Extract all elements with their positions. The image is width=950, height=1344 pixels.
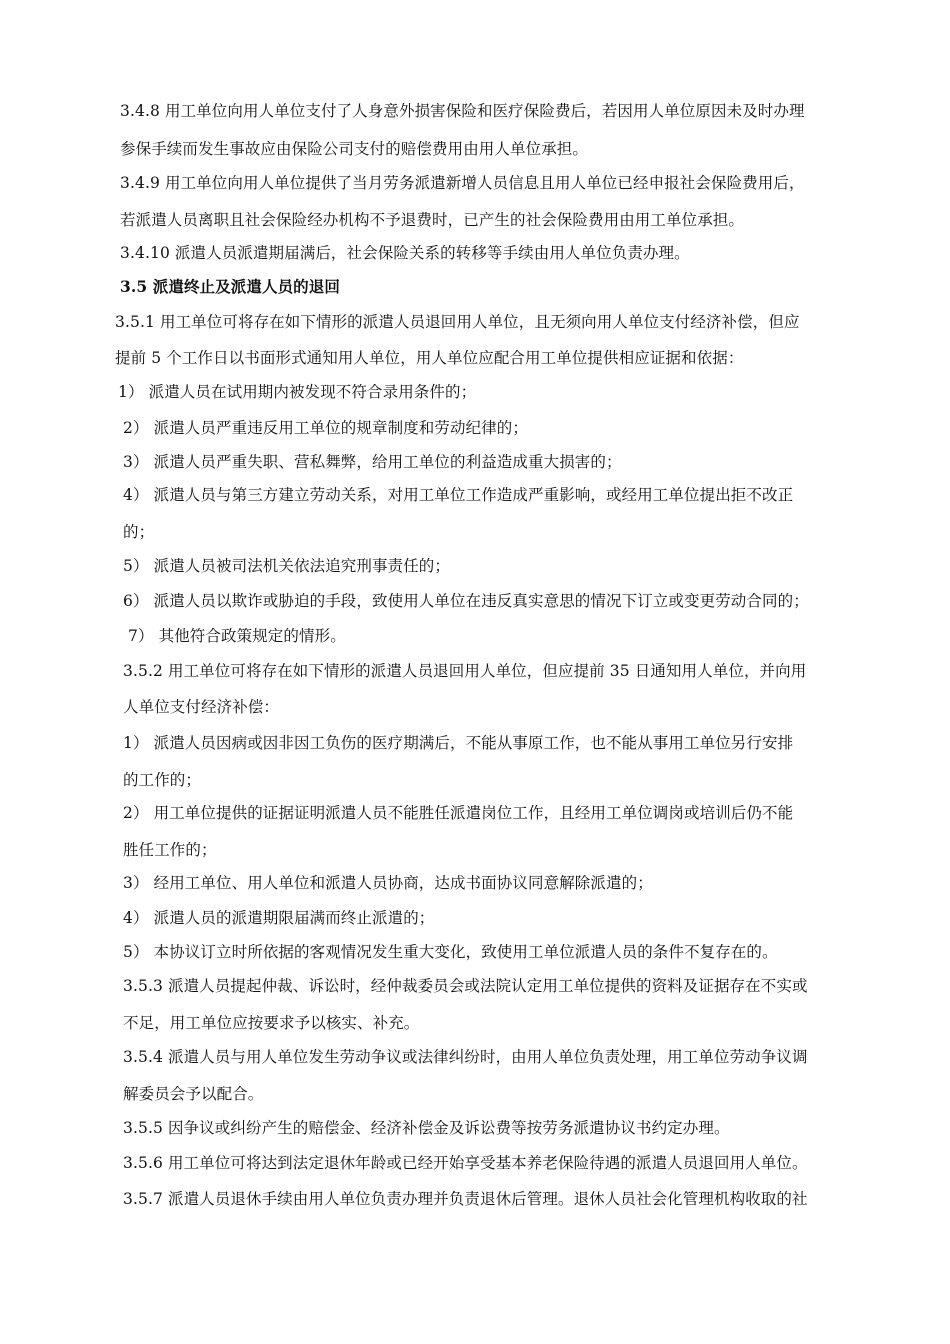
list-item-3-5-2-4: 4） 派遣人员的派遣期限届满而终止派遣的； [123, 909, 435, 927]
clause-3-5-3-line-2: 不足，用工单位应按要求予以核实、补充。 [123, 1014, 420, 1032]
list-item-3-5-2-3: 3） 经用工单位、用人单位和派遣人员协商，达成书面协议同意解除派遣的； [123, 874, 653, 892]
list-item-3-5-1-3: 3） 派遣人员严重失职、营私舞弊，给用工单位的利益造成重大损害的； [123, 453, 622, 471]
clause-3-4-8-line-2: 参保手续而发生事故应由保险公司支付的赔偿费用由用人单位承担。 [120, 140, 589, 158]
clause-3-5-3-line-1: 3.5.3 派遣人员提起仲裁、诉讼时，经仲裁委员会或法院认定用工单位提供的资料及证据存在不实或 [123, 977, 808, 995]
clause-3-5-1-line-2: 提前 5 个工作日以书面形式通知用人单位，用人单位应配合用工单位提供相应证据和依据： [115, 349, 744, 367]
list-item-3-5-2-2-line-1: 2） 用工单位提供的证据证明派遣人员不能胜任派遣岗位工作，且经用工单位调岗或培训后仍不能 [123, 804, 794, 822]
list-item-3-5-2-5: 5） 本协议订立时所依据的客观情况发生重大变化，致使用工单位派遣人员的条件不复存在的。 [123, 943, 778, 961]
list-item-3-5-2-2-line-2: 胜任工作的； [123, 841, 217, 859]
list-item-3-5-1-2: 2） 派遣人员严重违反用工单位的规章制度和劳动纪律的； [123, 419, 528, 437]
clause-3-4-8-line-1: 3.4.8 用工单位向用人单位支付了人身意外损害保险和医疗保险费后，若因用人单位原因未及时办理 [120, 102, 805, 120]
clause-3-4-10: 3.4.10 派遣人员派遣期届满后，社会保险关系的转移等手续由用人单位负责办理。 [120, 244, 690, 262]
clause-3-5-2-line-1: 3.5.2 用工单位可将存在如下情形的派遣人员退回用人单位，但应提前 35 日通知用人单位，并向用 [123, 662, 807, 680]
clause-3-5-4-line-1: 3.5.4 派遣人员与用人单位发生劳动争议或法律纠纷时，由用人单位负责处理，用工单位劳动争议调 [123, 1048, 808, 1066]
list-item-3-5-1-4-line-2: 的； [123, 523, 155, 541]
section-heading-3-5: 3.5 派遣终止及派遣人员的退回 [120, 277, 340, 296]
list-item-3-5-1-5: 5） 派遣人员被司法机关依法追究刑事责任的； [123, 557, 450, 575]
clause-3-5-2-line-2: 人单位支付经济补偿： [123, 698, 280, 716]
clause-3-4-9-line-2: 若派遣人员离职且社会保险经办机构不予退费时，已产生的社会保险费用由用工单位承担。 [120, 211, 745, 229]
clause-3-5-6: 3.5.6 用工单位可将达到法定退休年龄或已经开始享受基本养老保险待遇的派遣人员退回用人单位。 [123, 1154, 808, 1172]
list-item-3-5-1-1: 1） 派遣人员在试用期内被发现不符合录用条件的； [118, 383, 477, 401]
clause-3-4-9-line-1: 3.4.9 用工单位向用人单位提供了当月劳务派遣新增人员信息且用人单位已经申报社会保险费用后， [120, 174, 805, 192]
clause-3-5-5: 3.5.5 因争议或纠纷产生的赔偿金、经济补偿金及诉讼费等按劳务派遣协议书约定办理。 [123, 1119, 730, 1137]
list-item-3-5-1-4-line-1: 4） 派遣人员与第三方建立劳动关系，对用工单位工作造成严重影响，或经用工单位提出拒不改正 [123, 486, 794, 504]
list-item-3-5-1-7: 7） 其他符合政策规定的情形。 [128, 627, 346, 645]
clause-3-5-1-line-1: 3.5.1 用工单位可将存在如下情形的派遣人员退回用人单位，且无须向用人单位支付经济补偿，但应 [115, 313, 800, 331]
clause-3-5-4-line-2: 解委员会予以配合。 [123, 1085, 264, 1103]
clause-3-5-7-line-1: 3.5.7 派遣人员退休手续由用人单位负责办理并负责退休后管理。退休人员社会化管理机构收取的社 [123, 1190, 808, 1208]
list-item-3-5-1-6: 6） 派遣人员以欺诈或胁迫的手段，致使用人单位在违反真实意思的情况下订立或变更劳动合同的； [123, 592, 809, 610]
list-item-3-5-2-1-line-2: 的工作的； [123, 771, 202, 789]
list-item-3-5-2-1-line-1: 1） 派遣人员因病或因非因工负伤的医疗期满后，不能从事原工作，也不能从事用工单位另行安排 [123, 734, 794, 752]
